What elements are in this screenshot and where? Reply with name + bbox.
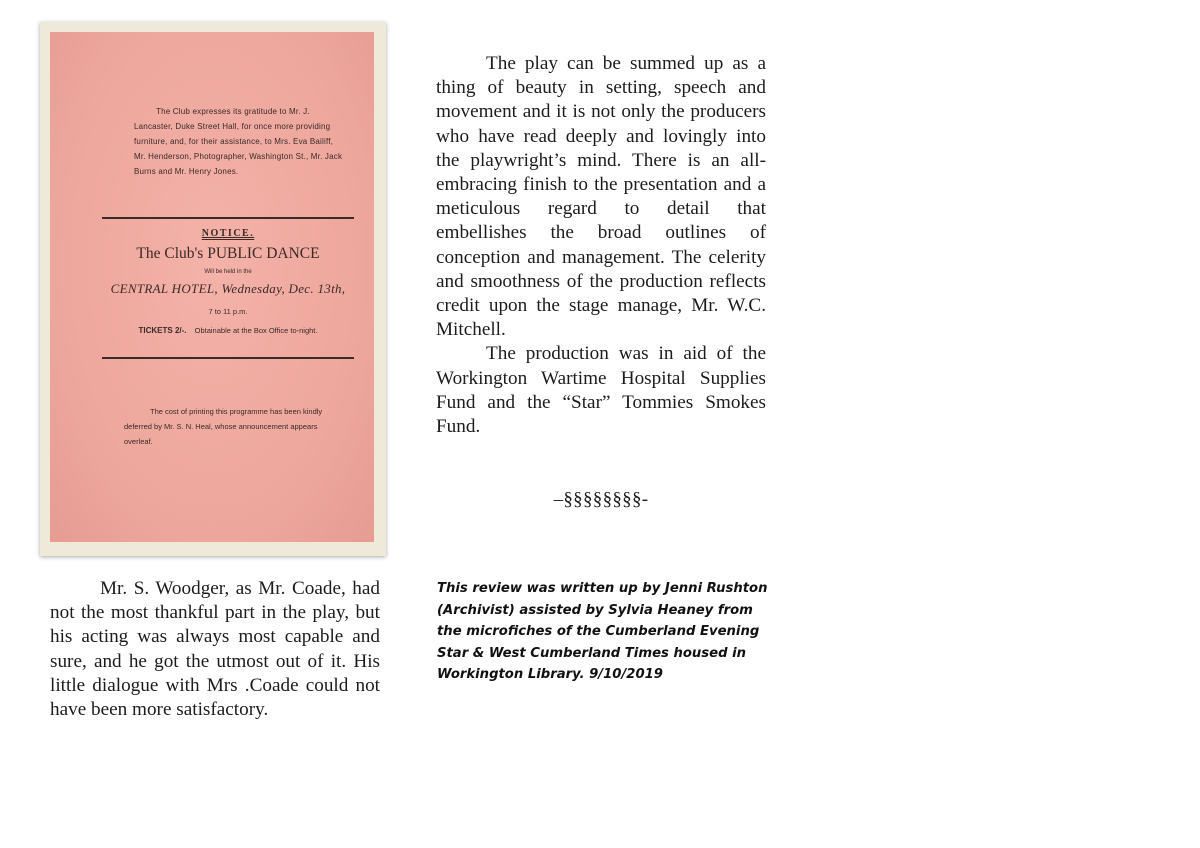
card-top-rule bbox=[102, 217, 354, 219]
card-dance-notice bbox=[102, 228, 354, 335]
tickets-line bbox=[102, 326, 354, 335]
notice-heading: NOTICE. bbox=[201, 228, 255, 239]
card-bottom-rule bbox=[102, 357, 354, 359]
programme-card-photo bbox=[40, 22, 386, 556]
programme-card bbox=[50, 32, 374, 542]
dance-title: The Club's PUBLIC DANCE bbox=[136, 245, 320, 262]
article-right-column bbox=[436, 52, 766, 439]
article-paragraph: Mr. S. Woodger, as Mr. Coade, had not the most thankful part in the play, but his acting was always most capable and sure, and he got the utmost out of it. His little dialogue with Mrs .Coade could not have been more satisfactory. bbox=[50, 578, 380, 721]
venue-text: CENTRAL HOTEL, Wednesday, Dec. 13th, bbox=[110, 281, 346, 296]
card-printing-note: The cost of printing this programme has been kindly deferred by Mr. S. N. Heal, whose announcement appears overleaf. bbox=[124, 407, 323, 446]
article-left-column bbox=[50, 577, 380, 722]
tickets-label: TICKETS 2/-. bbox=[138, 326, 187, 335]
article-paragraph: The play can be summed up as a thing of beauty in setting, speech and movement and it is not only the producers who have read deeply and lovingly into the playwright’s mind. There is an all-embracing finish to the presentation and a meticulous regard to detail that embellishes the broad outlines of conception and management. The celerity and smoothness of the production reflects credit upon the stage manage, Mr. W.C. Mitchell. bbox=[436, 53, 766, 341]
tickets-info: Obtainable at the Box Office to-night. bbox=[194, 326, 318, 335]
times-text: 7 to 11 p.m. bbox=[208, 307, 248, 316]
card-thanks-notice: The Club expresses its gratitude to Mr. J. Lancaster, Duke Street Hall, for once more providing furniture, and, for their assistance, to Mrs. Eva Bailiff, Mr. Henderson, Photographer, Washington St., Mr. Jack Burns and Mr. Henry Jones. bbox=[134, 107, 343, 176]
held-in-text: Will be held in the bbox=[204, 269, 252, 275]
credit-note: This review was written up by Jenni Rushton (Archivist) assisted by Sylvia Heaney from the microfiches of the Cumberland Evening Star & West Cumberland Times housed in Workington Library. 9/10/2019 bbox=[437, 581, 768, 682]
section-divider: –§§§§§§§§- bbox=[553, 489, 649, 510]
article-paragraph: The production was in aid of the Workington Wartime Hospital Supplies Fund and the “Star” Tommies Smokes Fund. bbox=[436, 343, 766, 438]
